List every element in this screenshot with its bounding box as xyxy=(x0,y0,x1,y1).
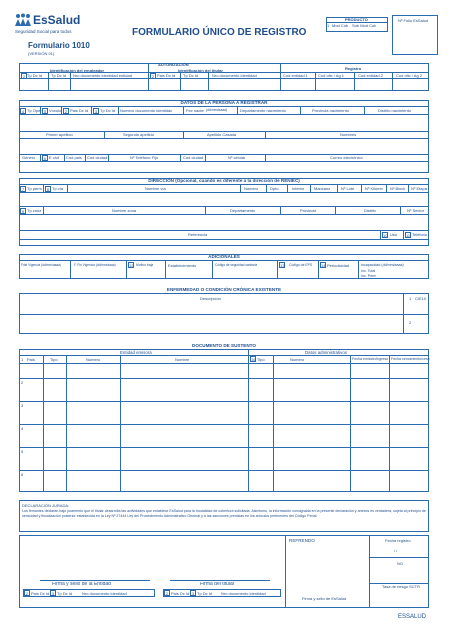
form-version: (VERSIÓN 01) xyxy=(28,51,55,56)
slogan: Seguridad Social para todos xyxy=(15,29,72,34)
adicionales-title: ADICIONALES xyxy=(208,254,240,259)
sustento-title: DOCUMENTO DE SUSTENTO xyxy=(192,343,256,348)
folio-box[interactable] xyxy=(392,15,438,55)
footer-essalud: ESSALUD xyxy=(398,614,427,620)
declaracion-title: DECLARACIÓN JURADA: xyxy=(22,503,70,508)
autorizacion-title: AUTORIZACIÓN xyxy=(158,62,189,67)
firmas-section xyxy=(19,535,429,608)
titular-doc-field[interactable] xyxy=(163,589,281,597)
essalud-logo-icon xyxy=(14,13,32,27)
persona-title: DATOS DE LA PERSONA A REGISTRAR xyxy=(180,100,268,105)
direccion-title: DIRECCIÓN (Opcional, cuando es diferente a la dirección de RENIEC) xyxy=(148,178,300,183)
declaracion-text: Los firmantes declaran bajo juramento que el titular desarrolla las actividades que establece EsSalud para la modalidad de cobertura solicitada. Asimismo, la información consignada en la presente declaración y anexos es verdadera, sujeta al principio de veracidad y fiscalización posterior establecida en la Ley Nº 27444 Ley del Procedimiento Administrativo General y a las sanciones previstas en los artículos pertinentes del Código Penal. xyxy=(22,509,426,518)
enfermedad-title: ENFERMEDAD O CONDICIÓN CRÓNICA EXISTENTE xyxy=(166,287,282,292)
registro-label: Registro xyxy=(345,66,362,71)
form-title: FORMULARIO ÚNICO DE REGISTRO xyxy=(132,27,307,38)
form-name: Formulario 1010 xyxy=(28,41,90,50)
producto-label: PRODUCTO xyxy=(345,17,368,22)
entidad-doc-field[interactable] xyxy=(23,589,155,597)
folio-label: Nº Folio EsSalud xyxy=(398,18,429,23)
logo-text: EsSalud xyxy=(33,13,81,27)
